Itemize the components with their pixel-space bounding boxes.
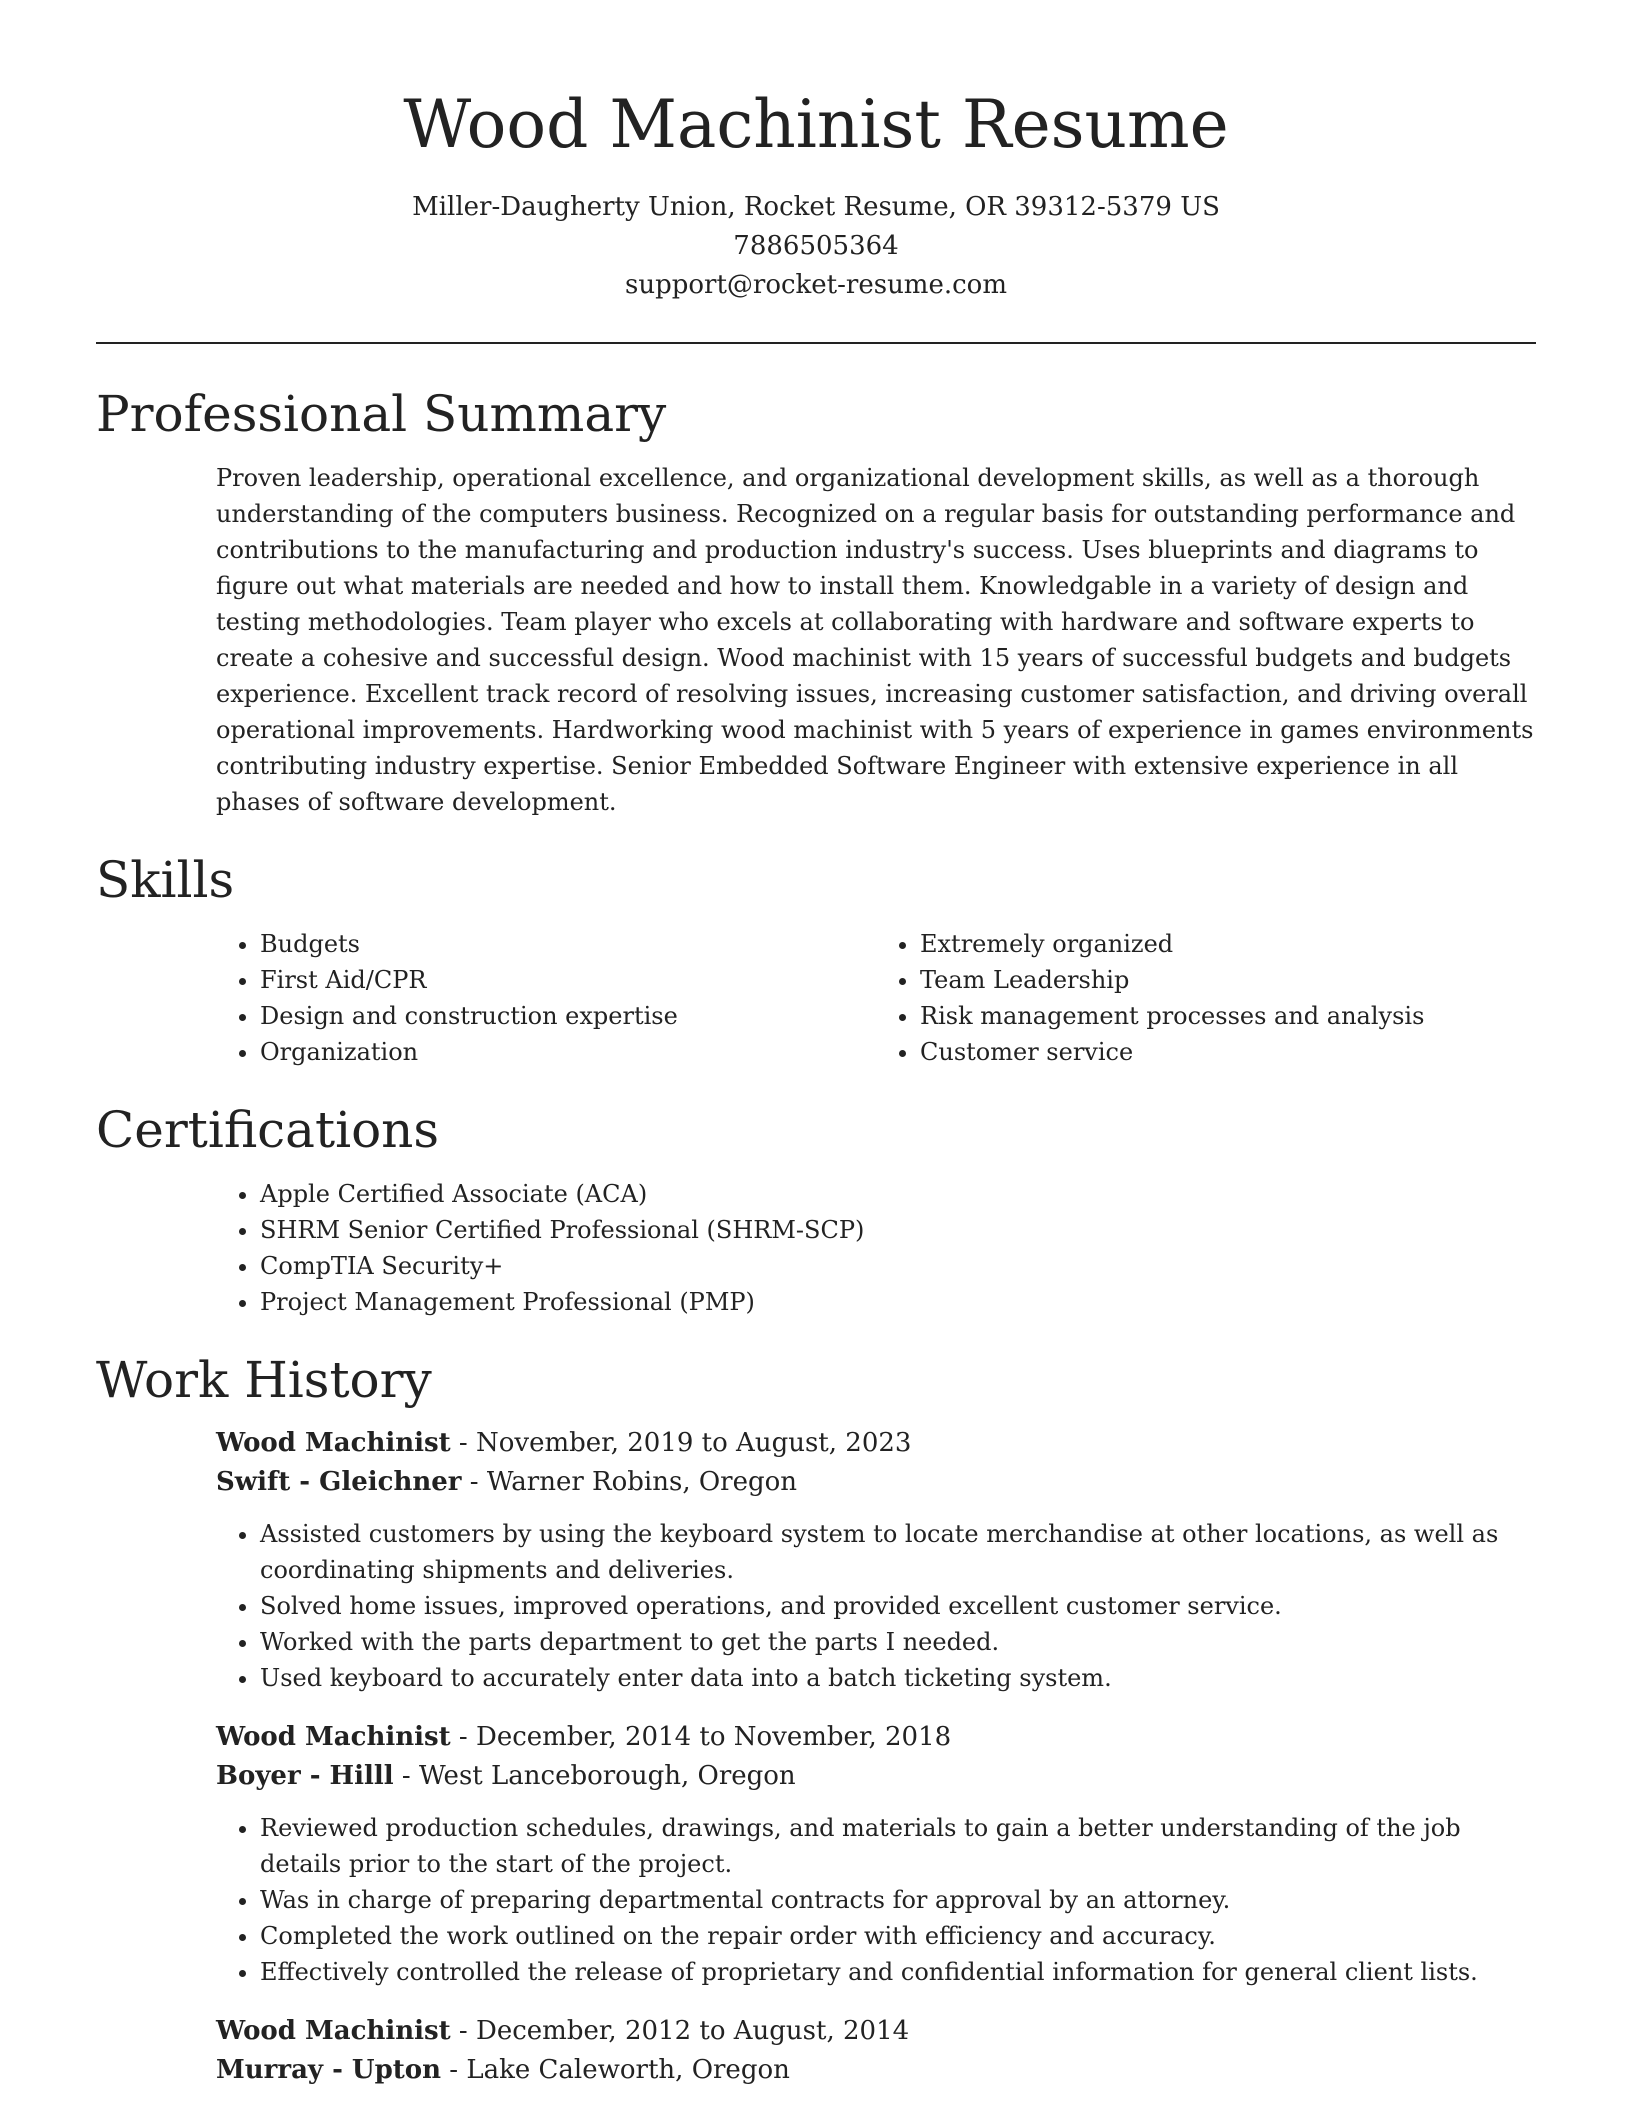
skill-item: • Organization bbox=[260, 1034, 876, 1070]
job-company-line bbox=[216, 2051, 1536, 2090]
job-bullet: • Was in charge of preparing departmental contracts for approval by an attorney. bbox=[260, 1882, 1536, 1918]
skill-item: • Customer service bbox=[920, 1034, 1536, 1070]
job-dates: - November, 2019 to August, 2023 bbox=[450, 1428, 912, 1458]
job-dates: - December, 2014 to November, 2018 bbox=[450, 1722, 952, 1752]
skill-item: • Extremely organized bbox=[920, 926, 1536, 962]
skills-list-right bbox=[876, 926, 1536, 1070]
skills-heading: Skills bbox=[96, 851, 235, 909]
certification-item: • CompTIA Security+ bbox=[260, 1248, 1536, 1284]
job-location: - West Lanceborough, Oregon bbox=[393, 1761, 796, 1791]
summary-section bbox=[96, 376, 1536, 820]
job-company: Swift - Gleichner bbox=[216, 1467, 462, 1497]
job-title-line bbox=[216, 1718, 1536, 1757]
job-entry bbox=[216, 1424, 1536, 1696]
job-location: - Lake Caleworth, Oregon bbox=[441, 2055, 790, 2085]
resume-title: Wood Machinist Resume bbox=[403, 86, 1229, 163]
skills-section bbox=[96, 842, 1536, 1070]
skill-item: • Team Leadership bbox=[920, 962, 1536, 998]
resume-body bbox=[96, 376, 1536, 2090]
contact-address: Miller-Daugherty Union, Rocket Resume, OR 39312-5379 US bbox=[412, 192, 1220, 222]
job-location: - Warner Robins, Oregon bbox=[461, 1467, 798, 1497]
certifications-section bbox=[96, 1092, 1536, 1320]
job-title-line bbox=[216, 1424, 1536, 1463]
contact-block bbox=[96, 188, 1536, 305]
job-bullet: • Effectively controlled the release of proprietary and confidential information for general client lists. bbox=[260, 1954, 1536, 1990]
job-title: Wood Machinist bbox=[216, 2016, 451, 2046]
job-bullet: • Reviewed production schedules, drawings, and materials to gain a better understanding of the job details prior to the start of the project. bbox=[260, 1810, 1536, 1882]
summary-text: Proven leadership, operational excellence, and organizational development skills, as well as a thorough understanding of the computers business. Recognized on a regular basis for outstanding performance and contributions to the manufacturing and production industry's success. Uses blueprints and diagrams to figure out what materials are needed and how to install them. Knowledgable in a variety of design and testing methodologies. Team player who excels at collaborating with hardware and software experts to create a cohesive and successful design. Wood machinist with 15 years of successful budgets and budgets experience. Excellent track record of resolving issues, increasing customer satisfaction, and driving overall operational improvements. Hardworking wood machinist with 5 years of experience in games environments contributing industry expertise. Senior Embedded Software Engineer with extensive experience in all phases of software development. bbox=[216, 464, 1534, 816]
job-bullet: • Completed the work outlined on the repair order with efficiency and accuracy. bbox=[260, 1918, 1536, 1954]
certification-item: • Project Management Professional (PMP) bbox=[260, 1284, 1536, 1320]
job-bullet: • Solved home issues, improved operations, and provided excellent customer service. bbox=[260, 1588, 1536, 1624]
job-bullet: • Worked with the parts department to get the parts I needed. bbox=[260, 1624, 1536, 1660]
resume-header bbox=[96, 80, 1536, 305]
skill-item: • Design and construction expertise bbox=[260, 998, 876, 1034]
job-bullet: • Used keyboard to accurately enter data into a batch ticketing system. bbox=[260, 1660, 1536, 1696]
job-bullet: • Assisted customers by using the keyboard system to locate merchandise at other locations, as well as coordinating shipments and deliveries. bbox=[260, 1516, 1536, 1588]
job-title-line bbox=[216, 2012, 1536, 2051]
contact-phone: 7886505364 bbox=[733, 231, 899, 261]
summary-heading: Professional Summary bbox=[96, 385, 667, 443]
work-history-heading: Work History bbox=[96, 1351, 432, 1409]
skills-columns bbox=[216, 926, 1536, 1070]
certification-item: • Apple Certified Associate (ACA) bbox=[260, 1176, 1536, 1212]
skill-item: • Risk management processes and analysis bbox=[920, 998, 1536, 1034]
job-bullets bbox=[216, 1810, 1536, 1990]
job-title: Wood Machinist bbox=[216, 1722, 451, 1752]
certifications-list bbox=[216, 1176, 1536, 1320]
certification-item: • SHRM Senior Certified Professional (SHRM-SCP) bbox=[260, 1212, 1536, 1248]
header-divider bbox=[96, 342, 1536, 344]
skills-list-left bbox=[216, 926, 876, 1070]
work-history-section bbox=[96, 1342, 1536, 2090]
skill-item: • First Aid/CPR bbox=[260, 962, 876, 998]
certifications-heading: Certifications bbox=[96, 1101, 440, 1159]
certifications-block bbox=[216, 1176, 1536, 1320]
job-company-line bbox=[216, 1757, 1536, 1796]
contact-email: support@rocket-resume.com bbox=[624, 270, 1007, 300]
job-company-line bbox=[216, 1463, 1536, 1502]
job-entry bbox=[216, 2012, 1536, 2090]
job-dates: - December, 2012 to August, 2014 bbox=[450, 2016, 910, 2046]
job-entry bbox=[216, 1718, 1536, 1990]
job-company: Boyer - Hilll bbox=[216, 1761, 394, 1791]
job-bullets bbox=[216, 1516, 1536, 1696]
skill-item: • Budgets bbox=[260, 926, 876, 962]
job-title: Wood Machinist bbox=[216, 1428, 451, 1458]
job-company: Murray - Upton bbox=[216, 2055, 442, 2085]
